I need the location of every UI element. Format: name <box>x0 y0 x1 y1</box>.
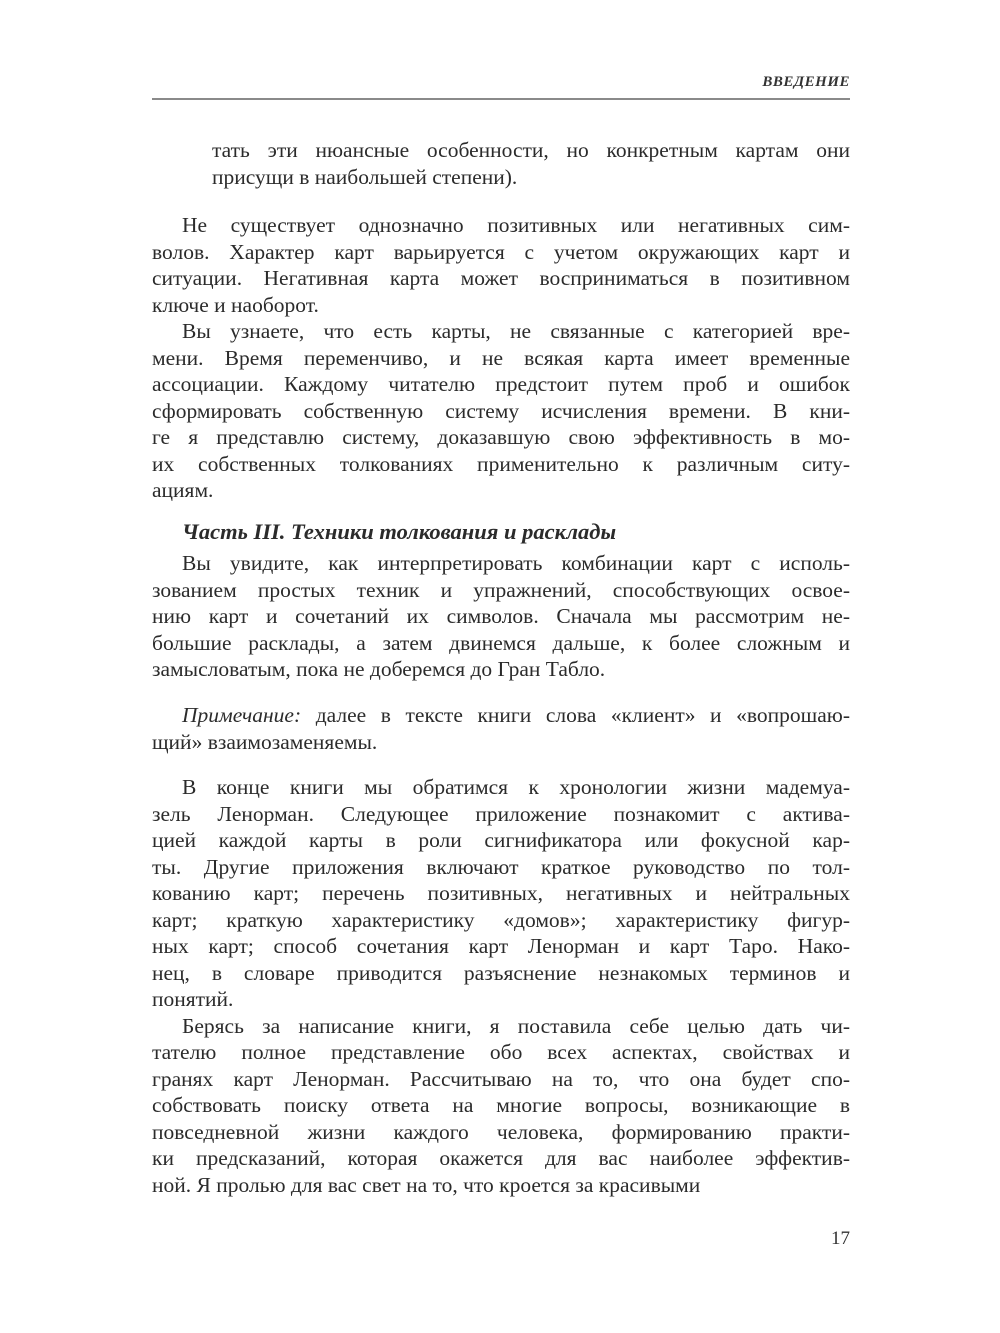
text-line: Часть III. Техники толкования и расклады <box>182 519 617 544</box>
text-line: повседневной жизни каждого человека, формированию практи- <box>152 1119 850 1144</box>
text-line: ге я представлю систему, доказавшую свою эффективность в мо- <box>152 425 850 449</box>
text-line: ты. Другие приложения включают краткое руководство по тол- <box>152 854 850 879</box>
header-rule <box>152 98 850 100</box>
note-label: Примечание: <box>182 703 302 727</box>
text-line: Вы узнаете, что есть карты, не связанные с категорией вре- <box>182 319 850 343</box>
text-line: кованию карт; перечень позитивных, негативных и нейтральных <box>152 881 850 905</box>
text-line: нец, в словаре приводится разъяснение незнакомых терминов и <box>152 960 850 985</box>
running-head: ВВЕДЕНИЕ <box>762 74 850 90</box>
text-line: Берясь за написание книги, я поставила себе целью дать чи- <box>182 1013 850 1038</box>
text-line: мени. Время переменчиво, и не всякая карта имеет временные <box>152 345 850 370</box>
text-line <box>182 702 850 728</box>
text-line: ключе и наоборот. <box>152 292 319 317</box>
text-line: Вы увидите, как интерпретировать комбинации карт с исполь- <box>182 551 850 575</box>
text-line: большие расклады, а затем двинемся дальше, к более сложным и <box>152 630 850 655</box>
page-number: 17 <box>831 1228 850 1249</box>
text-line: ной. Я пролью для вас свет на то, что кроется за красивыми <box>152 1172 701 1197</box>
text-line: нию карт и сочетаний их символов. Сначала мы рассмотрим не- <box>152 604 850 628</box>
text-line: гранях карт Ленорман. Рассчитываю на то, что она будет спо- <box>152 1066 850 1091</box>
text-line: карт; краткую характеристику «домов»; характеристику фигур- <box>152 907 850 932</box>
text-line: зель Ленорман. Следующее приложение познакомит с актива- <box>152 801 850 826</box>
text-line: цией каждой карты в роли сигнификатора или фокусной кар- <box>152 828 850 852</box>
text-line: ассоциации. Каждому читателю предстоит путем проб и ошибок <box>152 372 850 396</box>
text-line: сформировать собственную систему исчисления времени. В кни- <box>152 398 850 423</box>
text-line: замысловатым, пока не доберемся до Гран Табло. <box>152 657 606 681</box>
text-line: собствовать поиску ответа на многие вопросы, возникающие в <box>152 1093 850 1117</box>
text-line: волов. Характер карт варьируется с учетом окружающих карт и <box>152 239 850 264</box>
text-line: ки предсказаний, которая окажется для вас наиболее эффектив- <box>152 1146 850 1170</box>
text-line: понятий. <box>152 987 234 1011</box>
text-line: ситуации. Негативная карта может восприниматься в позитивном <box>152 266 850 290</box>
text-line: щий» взаимозаменяемы. <box>152 729 378 754</box>
text-line: их собственных толкованиях применительно к различным ситу- <box>152 451 850 476</box>
text-line: тателю полное представление обо всех аспектах, свойствах и <box>152 1040 850 1064</box>
text-line: ных карт; способ сочетания карт Ленорман и карт Таро. Нако- <box>152 934 850 958</box>
note-text: далее в тексте книги слова «клиент» и «вопрошаю- <box>301 703 850 727</box>
text-line: В конце книги мы обратимся к хронологии жизни мадемуа- <box>182 775 850 799</box>
text-line: тать эти нюансные особенности, но конкретным картам они <box>212 138 850 162</box>
text-line: присущи в наибольшей степени). <box>212 164 518 189</box>
text-line: зованием простых техник и упражнений, способствующих освое- <box>152 577 850 602</box>
text-line: ациям. <box>152 478 214 502</box>
text-line: Не существует однозначно позитивных или негативных сим- <box>182 213 850 237</box>
